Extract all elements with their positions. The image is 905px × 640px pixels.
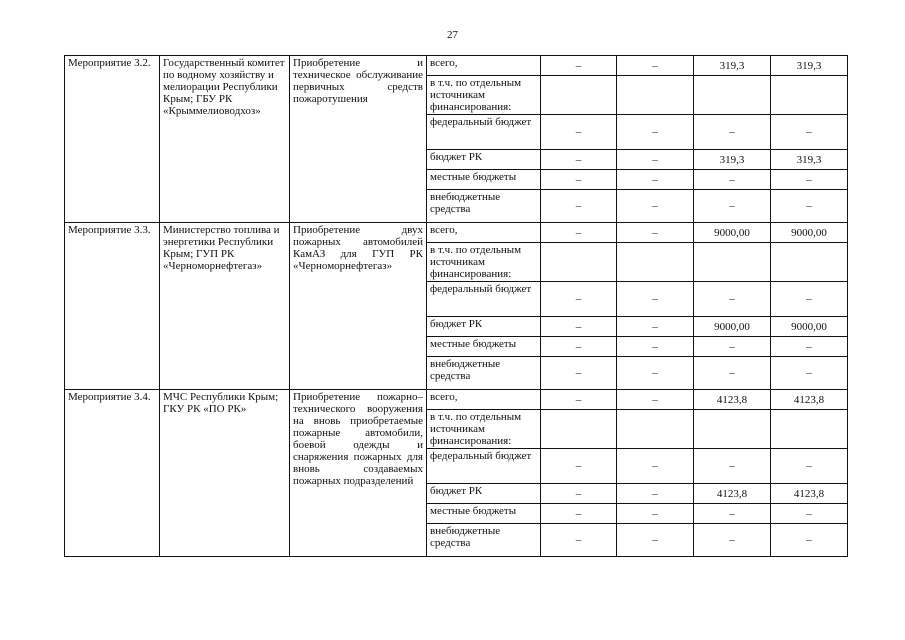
- measure-name: Мероприятие 3.3.: [65, 223, 160, 390]
- measure-name: Мероприятие 3.2.: [65, 56, 160, 223]
- funding-source: бюджет РК: [427, 317, 541, 337]
- amount-cell: [541, 410, 617, 449]
- amount-cell: –: [541, 56, 617, 76]
- amount-cell: –: [541, 524, 617, 557]
- amount-cell: –: [694, 357, 771, 390]
- funding-source: бюджет РК: [427, 484, 541, 504]
- amount-cell: 9000,00: [771, 223, 848, 243]
- amount-cell: 9000,00: [694, 317, 771, 337]
- amount-cell: –: [771, 170, 848, 190]
- amount-cell: –: [541, 150, 617, 170]
- funding-source: местные бюджеты: [427, 337, 541, 357]
- amount-cell: [771, 76, 848, 115]
- measure-description: Приобретение двух пожарных автомобилей КамАЗ для ГУП РК «Черноморнефтегаз»: [290, 223, 427, 390]
- funding-source: всего,: [427, 223, 541, 243]
- amount-cell: 4123,8: [694, 390, 771, 410]
- amount-cell: –: [617, 337, 694, 357]
- funding-source: в т.ч. по отдельным источникам финансирования:: [427, 243, 541, 282]
- amount-cell: 4123,8: [771, 484, 848, 504]
- amount-cell: –: [771, 115, 848, 150]
- measure-description: Приобретение пожарно–технического вооружения на вновь приобретаемые пожарные автомобили, боевой одежды и снаряжения пожарных для вновь создаваемых пожарных подразделений: [290, 390, 427, 557]
- amount-cell: –: [617, 357, 694, 390]
- funding-source: внебюджетные средства: [427, 524, 541, 557]
- amount-cell: –: [694, 190, 771, 223]
- measure-executor: Государственный комитет по водному хозяйству и мелиорации Республики Крым; ГБУ РК «Крыммелиоводхоз»: [160, 56, 290, 223]
- amount-cell: –: [541, 337, 617, 357]
- table-row: [65, 390, 848, 410]
- amount-cell: –: [541, 223, 617, 243]
- amount-cell: –: [617, 504, 694, 524]
- amount-cell: –: [541, 317, 617, 337]
- amount-cell: –: [541, 190, 617, 223]
- funding-source: местные бюджеты: [427, 170, 541, 190]
- amount-cell: –: [771, 190, 848, 223]
- measure-executor: МЧС Республики Крым; ГКУ РК «ПО РК»: [160, 390, 290, 557]
- amount-cell: 9000,00: [771, 317, 848, 337]
- budget-table: [64, 55, 848, 557]
- amount-cell: –: [541, 484, 617, 504]
- amount-cell: –: [771, 282, 848, 317]
- amount-cell: 4123,8: [694, 484, 771, 504]
- amount-cell: [617, 410, 694, 449]
- table-row: [65, 56, 848, 76]
- amount-cell: –: [771, 357, 848, 390]
- funding-source: бюджет РК: [427, 150, 541, 170]
- funding-source: федеральный бюджет: [427, 282, 541, 317]
- amount-cell: 319,3: [694, 150, 771, 170]
- amount-cell: [541, 243, 617, 282]
- measure-name: Мероприятие 3.4.: [65, 390, 160, 557]
- funding-source: в т.ч. по отдельным источникам финансирования:: [427, 410, 541, 449]
- amount-cell: –: [541, 282, 617, 317]
- amount-cell: –: [617, 282, 694, 317]
- measure-description: Приобретение и техническое обслуживание первичных средств пожаротушения: [290, 56, 427, 223]
- funding-source: внебюджетные средства: [427, 357, 541, 390]
- funding-source: местные бюджеты: [427, 504, 541, 524]
- amount-cell: [694, 76, 771, 115]
- funding-source: федеральный бюджет: [427, 449, 541, 484]
- amount-cell: –: [617, 170, 694, 190]
- amount-cell: –: [617, 390, 694, 410]
- amount-cell: [617, 76, 694, 115]
- amount-cell: –: [694, 504, 771, 524]
- amount-cell: –: [617, 223, 694, 243]
- amount-cell: –: [541, 115, 617, 150]
- amount-cell: 319,3: [694, 56, 771, 76]
- amount-cell: 319,3: [771, 150, 848, 170]
- amount-cell: 319,3: [771, 56, 848, 76]
- amount-cell: –: [617, 484, 694, 504]
- amount-cell: 9000,00: [694, 223, 771, 243]
- amount-cell: –: [694, 170, 771, 190]
- amount-cell: –: [541, 504, 617, 524]
- funding-source: в т.ч. по отдельным источникам финансирования:: [427, 76, 541, 115]
- amount-cell: –: [617, 115, 694, 150]
- amount-cell: –: [541, 357, 617, 390]
- amount-cell: [541, 76, 617, 115]
- amount-cell: –: [617, 524, 694, 557]
- amount-cell: –: [771, 449, 848, 484]
- page-number: 27: [447, 29, 458, 41]
- amount-cell: [617, 243, 694, 282]
- amount-cell: –: [541, 390, 617, 410]
- funding-source: всего,: [427, 390, 541, 410]
- amount-cell: –: [541, 170, 617, 190]
- funding-source: федеральный бюджет: [427, 115, 541, 150]
- amount-cell: –: [771, 337, 848, 357]
- table-row: [65, 223, 848, 243]
- amount-cell: –: [694, 337, 771, 357]
- amount-cell: –: [541, 449, 617, 484]
- amount-cell: –: [617, 56, 694, 76]
- amount-cell: [771, 410, 848, 449]
- amount-cell: –: [771, 504, 848, 524]
- amount-cell: –: [694, 524, 771, 557]
- funding-source: всего,: [427, 56, 541, 76]
- amount-cell: –: [617, 150, 694, 170]
- amount-cell: –: [617, 190, 694, 223]
- measure-executor: Министерство топлива и энергетики Республики Крым; ГУП РК «Черноморнефтегаз»: [160, 223, 290, 390]
- amount-cell: [694, 410, 771, 449]
- table-body: [65, 56, 848, 557]
- amount-cell: –: [771, 524, 848, 557]
- amount-cell: –: [694, 449, 771, 484]
- amount-cell: –: [617, 449, 694, 484]
- funding-source: внебюджетные средства: [427, 190, 541, 223]
- amount-cell: –: [694, 115, 771, 150]
- amount-cell: –: [694, 282, 771, 317]
- amount-cell: 4123,8: [771, 390, 848, 410]
- amount-cell: [771, 243, 848, 282]
- amount-cell: [694, 243, 771, 282]
- amount-cell: –: [617, 317, 694, 337]
